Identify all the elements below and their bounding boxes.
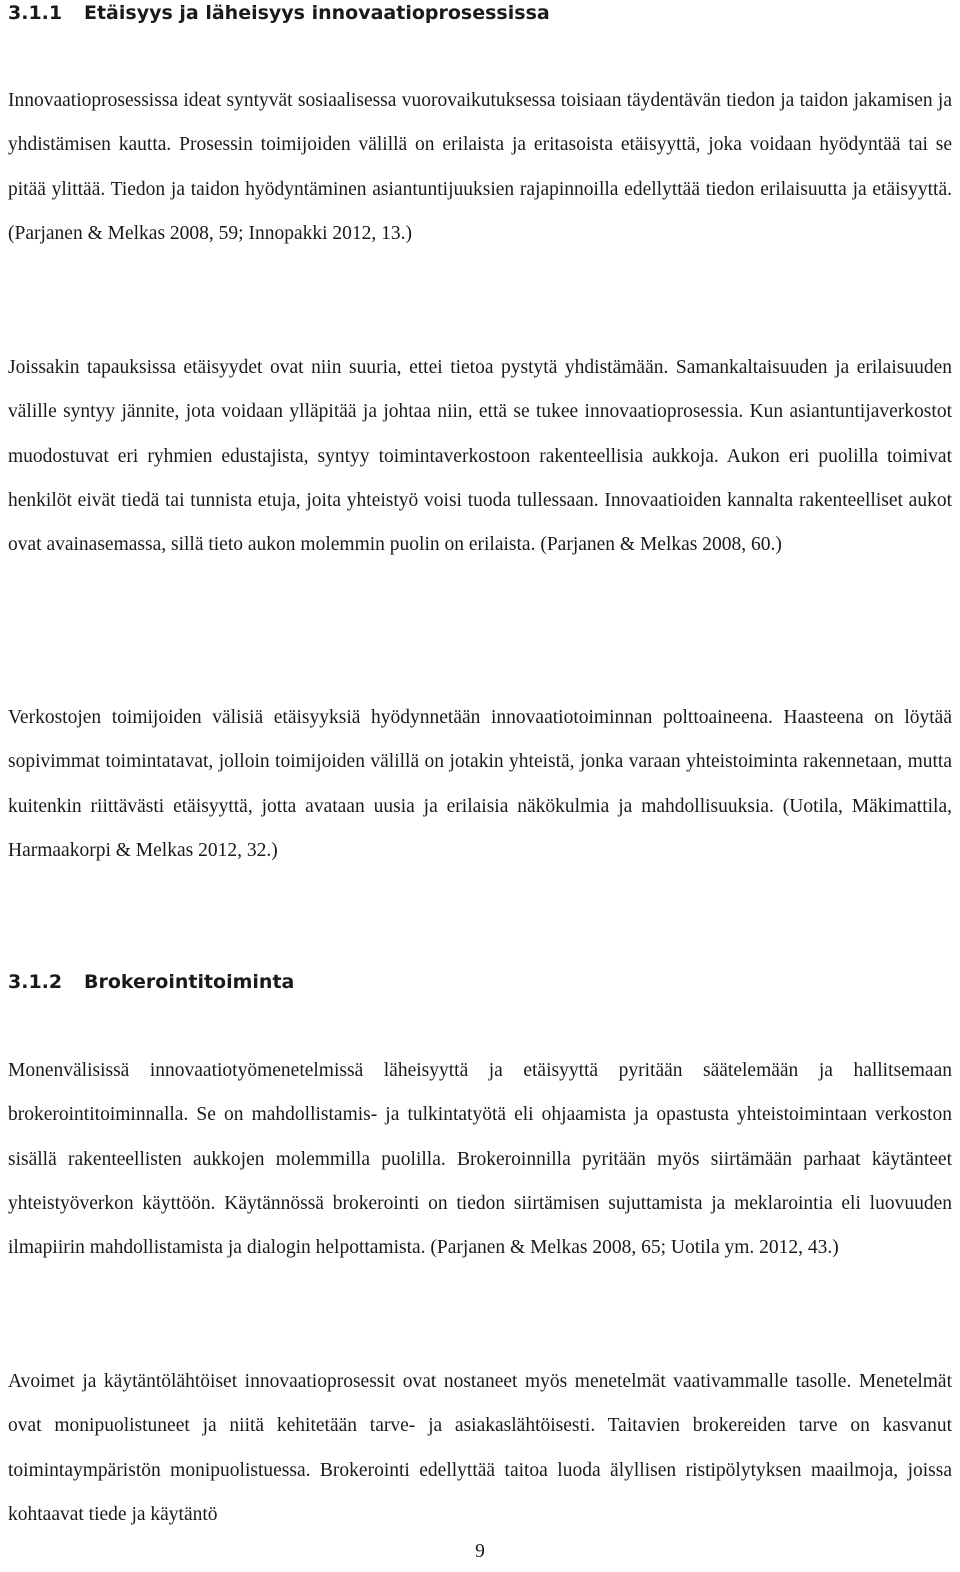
paragraph-5: Avoimet ja käytäntölähtöiset innovaatioprosessit ovat nostaneet myös menetelmät vaativammalle tasolle. Menetelmät ovat monipuolistuneet ja niitä kehitetään tarve- ja asiakaslähtöisesti. Taitavien brokereiden tarve on kasvanut toimintaympäristön monipuolistuessa. Brokerointi edellyttää taitoa luoda älyllisen ristipölytyksen maailmoja, joissa kohtaavat tiede ja käytäntö (8, 1371, 952, 1525)
paragraph-1: Innovaatioprosessissa ideat syntyvät sosiaalisessa vuorovaikutuksessa toisiaan täydentävän tiedon ja taidon jakamisen ja yhdistämisen kautta. Prosessin toimijoiden välillä on erilaista ja eritasoista etäisyyttä, joka voidaan hyödyntää tai se pitää ylittää. Tiedon ja taidon hyödyntäminen asiantuntijuuksien rajapinnoilla edellyttää tiedon erilaisuutta ja etäisyyttä. (Parjanen & Melkas 2008, 59; Innopakki 2012, 13.) (8, 90, 952, 244)
paragraph-3: Verkostojen toimijoiden välisiä etäisyyksiä hyödynnetään innovaatiotoiminnan polttoaineena. Haasteena on löytää sopivimmat toimintatavat, jolloin toimijoiden välillä on jotakin yhteistä, jonka varaan yhteistoiminta rakennetaan, mutta kuitenkin riittävästi etäisyyttä, jotta avataan uusia ja erilaisia näkökulmia ja mahdollisuuksia. (Uotila, Mäkimattila, Harmaakorpi & Melkas 2012, 32.) (8, 707, 952, 861)
paragraph-4: Monenvälisissä innovaatiotyömenetelmissä läheisyyttä ja etäisyyttä pyritään säätelemään ja hallitsemaan brokerointitoiminnalla. Se on mahdollistamis- ja tulkintatyötä eli ohjaamista ja opastusta yhteistoimintaan verkoston sisällä rakenteellisten aukkojen molemmilla puolilla. Brokeroinnilla pyritään myös siirtämään parhaat käytänteet yhteistyöverkon käyttöön. Käytännössä brokerointi on tiedon siirtämisen sujuttamista ja meklarointia eli luovuuden ilmapiirin mahdollistamista ja dialogin helpottamista. (Parjanen & Melkas 2008, 65; Uotila ym. 2012, 43.) (8, 1060, 952, 1259)
paragraph-2: Joissakin tapauksissa etäisyydet ovat niin suuria, ettei tietoa pystytä yhdistämään. Samankaltaisuuden ja erilaisuuden välille syntyy jännite, jota voidaan ylläpitää ja johtaa niin, että se tukee innovaatioprosessia. Kun asiantuntijaverkostot muodostuvat eri ryhmien edustajista, syntyy toimintaverkostoon rakenteellisia aukkoja. Aukon eri puolilla toimivat henkilöt eivät tiedä tai tunnista etuja, joita yhteistyö voisi tuoda tullessaan. Innovaatioiden kannalta rakenteelliset aukot ovat avainasemassa, sillä tieto aukon molemmin puolin on erilaista. (Parjanen & Melkas 2008, 60.) (8, 357, 952, 556)
section-title: Etäisyys ja läheisyys innovaatioprosessissa (84, 2, 550, 24)
section-heading-3-1-2 (8, 971, 294, 993)
section-title: Brokerointitoiminta (84, 971, 295, 993)
page-number: 9 (475, 1541, 485, 1562)
section-number: 3.1.1 (8, 2, 63, 24)
section-number: 3.1.2 (8, 971, 63, 993)
section-heading-3-1-1 (8, 2, 550, 24)
